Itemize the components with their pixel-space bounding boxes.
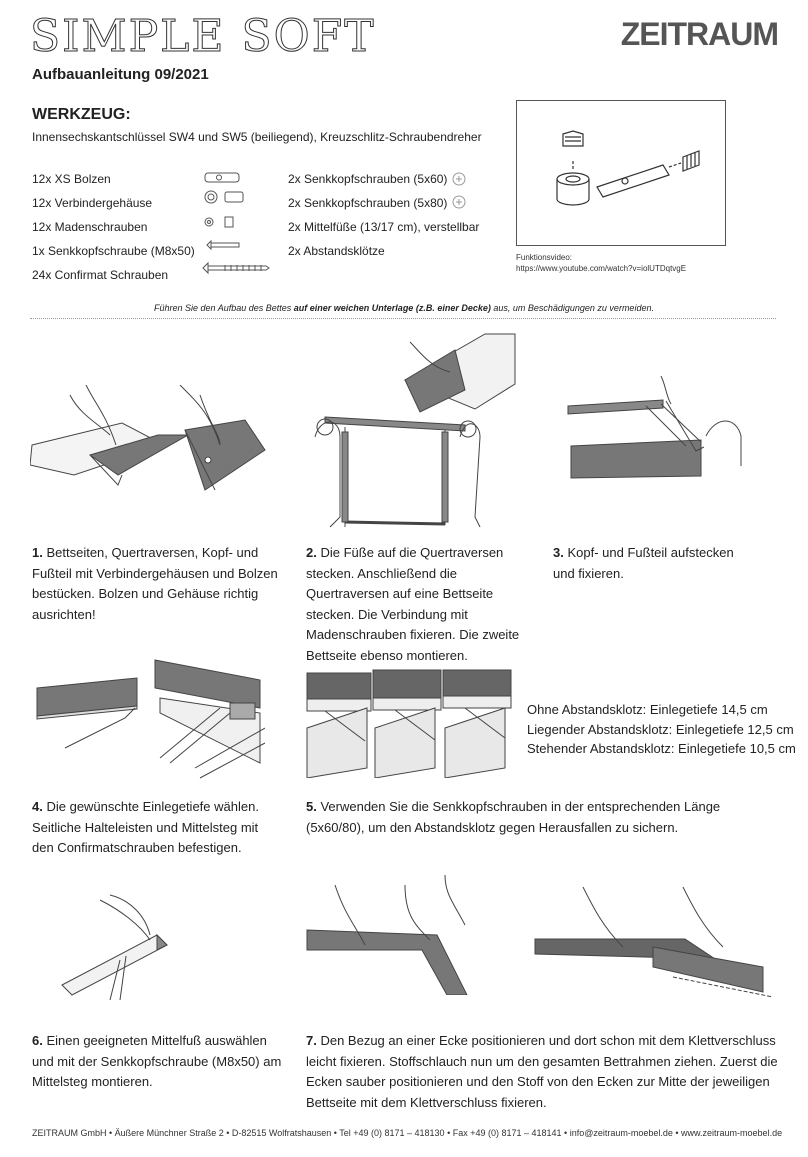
screw-head-icons [450, 170, 470, 210]
depth-option: Ohne Abstandsklotz: Einlegetiefe 14,5 cm [527, 702, 768, 717]
tools-heading: WERKZEUG: [32, 106, 131, 123]
step7-illustration-b [533, 877, 777, 1005]
function-video-info [516, 252, 686, 274]
part-item: 24x Confirmat Schrauben [32, 268, 169, 282]
part-item: 1x Senkkopfschraube (M8x50) [32, 244, 195, 258]
grub-screw-icon [205, 218, 213, 226]
depth-option: Stehender Abstandsklotz: Einlegetiefe 10,5 cm [527, 741, 796, 756]
step6-illustration [60, 890, 180, 1005]
connector-housing-icon [205, 191, 217, 203]
assembly-hint: Führen Sie den Aufbau des Bettes auf einer weichen Unterlage (z.B. einer Decke) aus, um Beschädigungen zu vermeiden. [154, 303, 654, 313]
step-2: 2. Die Füße auf die Quertraversen stecken. Anschließend die Quertraversen auf eine Bettseite stecken. Die Verbindung mit Madenschrauben fixieren. Die zweite Bettseite ebenso montieren. [306, 545, 520, 663]
part-item: 12x Madenschrauben [32, 220, 148, 234]
depth-options [527, 700, 796, 759]
step5-illustration [305, 668, 515, 778]
step-6: 6. Einen geeigneten Mittelfuß auswählen und mit der Senkkopfschraube (M8x50) am Mittelsteg montieren. [32, 1033, 282, 1089]
step4-illustration [35, 658, 265, 786]
step-1: 1. Bettseiten, Quertraversen, Kopf- und Fußteil mit Verbindergehäusen und Bolzen bestücken. Bolzen und Gehäuse richtig ausrichten! [32, 545, 278, 622]
divider [30, 318, 776, 319]
zeitraum-logo: ZEITRAUM [620, 16, 778, 52]
part-item: 2x Abstandsklötze [288, 244, 385, 258]
confirmat-screw-icon [203, 263, 208, 273]
part-item: 2x Mittelfüße (13/17 cm), verstellbar [288, 220, 480, 234]
brand-title: SIMPLE SOFT [30, 11, 376, 62]
step3-illustration [566, 376, 744, 481]
step-5: 5. Verwenden Sie die Senkkopfschrauben in der entsprechenden Länge (5x60/80), um den Abstandsklotz gegen Herausfallen zu sichern. [306, 799, 721, 835]
function-diagram-box [516, 100, 726, 246]
connector-diagram [517, 101, 725, 245]
part-item: 2x Senkkopfschrauben (5x60) [288, 172, 448, 186]
step7-illustration-a [305, 875, 473, 995]
part-item: 12x Verbindergehäuse [32, 196, 153, 210]
tools-description: Innensechskantschlüssel SW4 und SW5 (beiliegend), Kreuzschlitz-Schraubendreher [32, 130, 482, 144]
company-footer: ZEITRAUM GmbH • Äußere Münchner Straße 2 • D-82515 Wolfratshausen • Tel +49 (0) 8171 – 418130 • Fax +49 (0) 8171 – 418141 • info@zeitraum-moebel.de • www.zeitraum-moebel.de [32, 1128, 783, 1138]
function-video-link[interactable]: https://www.youtube.com/watch?v=iolUTDqtvgE [516, 264, 687, 273]
countersunk-screw-icon [207, 241, 211, 249]
part-item: 12x XS Bolzen [32, 172, 111, 186]
step2-illustration [300, 332, 520, 537]
function-video-label: Funktionsvideo: [516, 253, 573, 262]
parts-icons [195, 168, 275, 284]
step1-illustration [30, 385, 270, 500]
part-item: 2x Senkkopfschrauben (5x80) [288, 196, 448, 210]
step-3: 3. Kopf- und Fußteil aufstecken und fixieren. [553, 545, 734, 581]
step-4: 4. Die gewünschte Einlegetiefe wählen. Seitliche Halteleisten und Mittelsteg mit den Confirmatschrauben befestigen. [32, 799, 259, 855]
depth-option: Liegender Abstandsklotz: Einlegetiefe 12,5 cm [527, 721, 794, 737]
step-7: 7. Den Bezug an einer Ecke positionieren und dort schon mit dem Klettverschluss leicht fixieren. Stoffschlauch nun um den gesamten Bettrahmen ziehen. Zuerst die Ecken sauber positionieren und den Stoff von den Ecken zur Mitte der jeweiligen Bettseite mit dem Klettverschluss fixieren. [306, 1033, 778, 1110]
manual-subtitle: Aufbauanleitung 09/2021 [32, 66, 209, 83]
